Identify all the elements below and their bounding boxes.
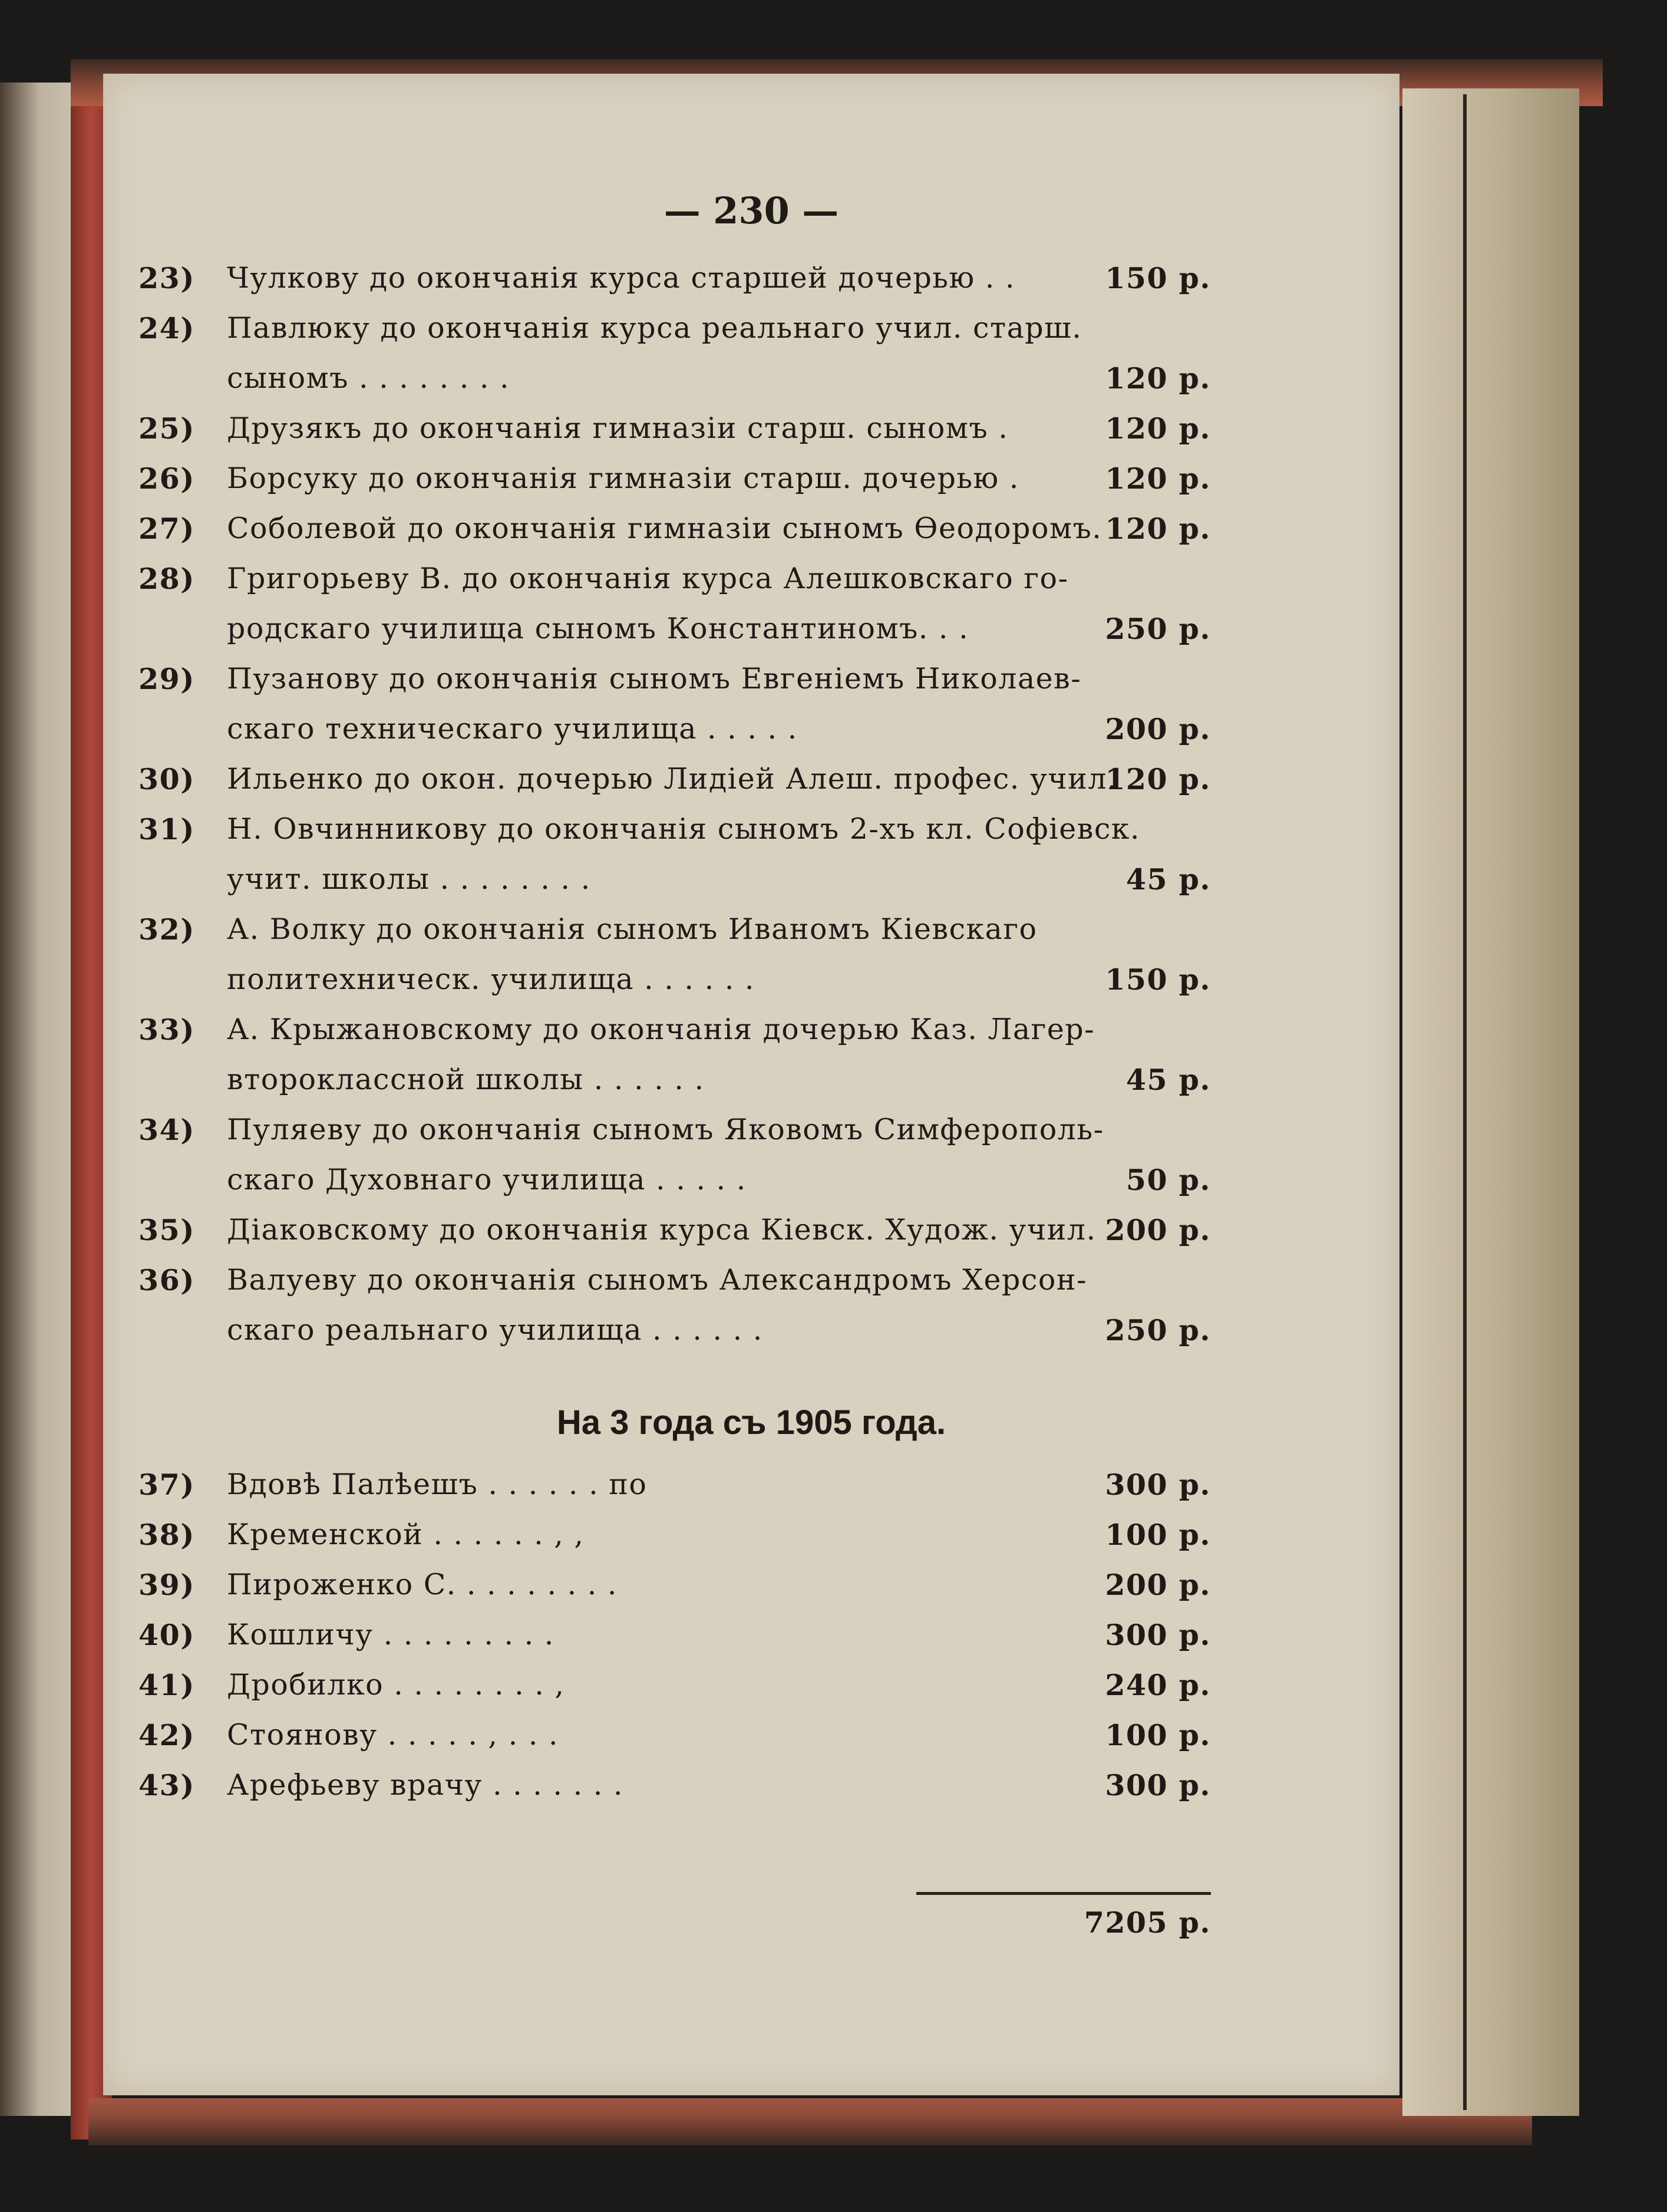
entry-text: Н. Овчинникову до окончанія сыномъ 2-хъ кл. Софіевск.	[227, 812, 1140, 846]
entry-amount: 120 р.	[1105, 461, 1211, 496]
entry-text: Стоянову . . . . . , . . .	[227, 1718, 559, 1752]
entry-number: 33)	[138, 1013, 195, 1047]
entry-row	[103, 1518, 1211, 1568]
entry-text: родскаго училища сыномъ Константиномъ. . .	[227, 612, 969, 645]
entry-number: 42)	[138, 1718, 195, 1752]
entry-amount: 250 р.	[1105, 1313, 1211, 1347]
binding-cloth-bottom	[88, 2098, 1532, 2145]
entry-number: 30)	[138, 762, 195, 796]
entry-row	[103, 1013, 1211, 1063]
entry-row	[103, 962, 1211, 1013]
total-amount: 7205 р.	[1084, 1906, 1211, 1940]
entry-row	[103, 1263, 1211, 1314]
entry-row	[103, 1113, 1211, 1163]
entry-amount: 100 р.	[1105, 1718, 1211, 1752]
entry-text: Павлюку до окончанія курса реальнаго учил. старш.	[227, 311, 1082, 345]
entry-row	[103, 1618, 1211, 1669]
total-row	[103, 1906, 1211, 1956]
entry-text: второклассной школы . . . . . .	[227, 1063, 705, 1096]
entry-number: 27)	[138, 512, 195, 546]
entry-text: учит. школы . . . . . . . .	[227, 862, 591, 896]
entry-row	[103, 662, 1211, 713]
book-page	[103, 74, 1399, 2095]
entry-text: Борсуку до окончанія гимназіи старш. дочерью .	[227, 461, 1019, 495]
entry-amount: 120 р.	[1105, 512, 1211, 546]
entry-number: 39)	[138, 1568, 195, 1602]
entry-text: Діаковскому до окончанія курса Кіевск. Худож. учил.	[227, 1213, 1097, 1247]
entry-row	[103, 1568, 1211, 1618]
entry-number: 31)	[138, 812, 195, 846]
entry-number: 43)	[138, 1768, 195, 1802]
entry-number: 36)	[138, 1263, 195, 1297]
entry-amount: 200 р.	[1105, 1213, 1211, 1247]
entry-text: сыномъ . . . . . . . .	[227, 361, 510, 395]
entry-text: Ильенко до окон. дочерью Лидіей Алеш. профес. учил.	[227, 762, 1118, 796]
entry-row	[103, 1768, 1211, 1819]
entry-number: 25)	[138, 411, 195, 446]
entry-text: Пуляеву до окончанія сыномъ Яковомъ Симферополь-	[227, 1113, 1104, 1146]
entry-number: 28)	[138, 562, 195, 596]
entry-row	[103, 762, 1211, 813]
entry-text: Кошличу . . . . . . . . .	[227, 1618, 554, 1651]
entry-text: скаго реальнаго училища . . . . . .	[227, 1313, 763, 1347]
page-stack-right	[1402, 88, 1579, 2116]
entry-row	[103, 912, 1211, 963]
entry-amount: 45 р.	[1125, 1063, 1211, 1097]
entry-row	[103, 1313, 1211, 1364]
entry-row	[103, 512, 1211, 562]
entry-number: 26)	[138, 461, 195, 496]
entry-amount: 100 р.	[1105, 1518, 1211, 1552]
entry-amount: 50 р.	[1125, 1163, 1211, 1197]
entry-text: Валуеву до окончанія сыномъ Александромъ Херсон-	[227, 1263, 1088, 1297]
entry-row	[103, 562, 1211, 612]
entry-amount: 120 р.	[1105, 762, 1211, 796]
entry-text: Пузанову до окончанія сыномъ Евгеніемъ Николаев-	[227, 662, 1082, 695]
entry-row	[103, 1163, 1211, 1214]
entry-row	[103, 361, 1211, 412]
entry-amount: 250 р.	[1105, 612, 1211, 646]
entry-amount: 240 р.	[1105, 1668, 1211, 1702]
entry-number: 34)	[138, 1113, 195, 1147]
entry-text: Друзякъ до окончанія гимназіи старш. сыномъ .	[227, 411, 1009, 445]
entry-text: Арефьеву врачу . . . . . . .	[227, 1768, 623, 1802]
entry-text: Вдовѣ Палѣешъ . . . . . . по	[227, 1468, 648, 1501]
entry-amount: 300 р.	[1105, 1618, 1211, 1652]
entry-number: 41)	[138, 1668, 195, 1702]
entry-row	[103, 712, 1211, 763]
entry-amount: 45 р.	[1125, 862, 1211, 896]
entry-text: Кременской . . . . . . , ,	[227, 1518, 585, 1551]
entry-number: 23)	[138, 261, 195, 295]
entry-row	[103, 411, 1211, 462]
page-stack-line	[1463, 94, 1467, 2110]
entry-row	[103, 1213, 1211, 1264]
entry-text: А. Волку до окончанія сыномъ Иваномъ Кіевскаго	[227, 912, 1038, 946]
entry-amount: 150 р.	[1105, 962, 1211, 997]
entry-text: Соболевой до окончанія гимназіи сыномъ Өеодоромъ.	[227, 512, 1102, 545]
entry-amount: 120 р.	[1105, 361, 1211, 395]
entry-row	[103, 311, 1211, 362]
entry-amount: 120 р.	[1105, 411, 1211, 446]
entry-amount: 200 р.	[1105, 712, 1211, 746]
entry-row	[103, 812, 1211, 863]
entry-number: 38)	[138, 1518, 195, 1552]
entry-number: 35)	[138, 1213, 195, 1247]
total-rule	[916, 1892, 1211, 1895]
entry-text: Пироженко С. . . . . . . . .	[227, 1568, 618, 1601]
entry-row	[103, 1468, 1211, 1518]
entry-row	[103, 261, 1211, 312]
entry-row	[103, 1718, 1211, 1769]
entry-text: скаго Духовнаго училища . . . . .	[227, 1163, 747, 1196]
entry-amount: 300 р.	[1105, 1768, 1211, 1802]
section-heading: На 3 года съ 1905 года.	[556, 1403, 946, 1442]
entry-text: Григорьеву В. до окончанія курса Алешковскаго го-	[227, 562, 1069, 595]
entry-text: политехническ. училища . . . . . .	[227, 962, 755, 996]
entry-text: скаго техническаго училища . . . . .	[227, 712, 798, 746]
entry-number: 24)	[138, 311, 195, 345]
entry-row	[103, 862, 1211, 913]
entry-row	[103, 1668, 1211, 1719]
entry-number: 40)	[138, 1618, 195, 1652]
entry-amount: 300 р.	[1105, 1468, 1211, 1502]
page-number: — 230 —	[664, 189, 839, 232]
entry-number: 29)	[138, 662, 195, 696]
entry-row	[103, 612, 1211, 662]
entry-text: А. Крыжановскому до окончанія дочерью Каз. Лагер-	[227, 1013, 1095, 1046]
entry-row	[103, 461, 1211, 512]
entry-amount: 150 р.	[1105, 261, 1211, 295]
entry-row	[103, 1063, 1211, 1113]
entry-number: 37)	[138, 1468, 195, 1502]
entry-text: Дробилко . . . . . . . . ,	[227, 1668, 565, 1702]
entry-text: Чулкову до окончанія курса старшей дочерью . .	[227, 261, 1015, 295]
entry-amount: 200 р.	[1105, 1568, 1211, 1602]
entry-number: 32)	[138, 912, 195, 947]
